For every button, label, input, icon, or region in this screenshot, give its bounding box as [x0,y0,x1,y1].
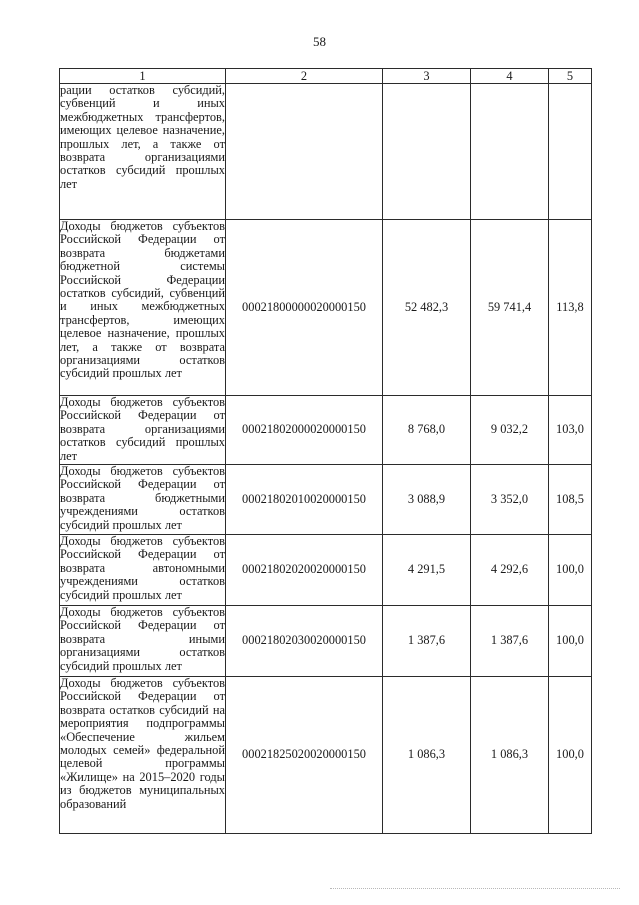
table-row [60,606,592,677]
column-header-2: 2 [226,69,383,84]
row-code: 00021802020020000150 [226,535,383,606]
row-value-4: 4 292,6 [471,535,549,606]
row-description: рации остатков субсидий, субвенций и иных межбюджетных трансфертов, имеющих целевое назначение, прошлых лет, а также от возврата организациями остатков субсидий прошлых лет [60,84,226,220]
row-value-5 [549,84,592,220]
table-row [60,677,592,834]
row-description: Доходы бюджетов субъектов Российской Федерации от возврата организациями остатков субсидий прошлых лет [60,395,225,463]
column-header-5: 5 [549,69,592,84]
row-value-3: 3 088,9 [383,465,471,535]
row-value-5: 108,5 [549,465,592,535]
row-value-3: 52 482,3 [383,220,471,396]
row-value-3: 1 387,6 [383,606,471,677]
row-code [226,84,383,220]
table-row [60,396,592,465]
row-code: 00021802030020000150 [226,606,383,677]
row-value-3 [383,84,471,220]
row-value-3: 8 768,0 [383,396,471,465]
row-code: 00021802010020000150 [226,465,383,535]
row-code: 00021800000020000150 [226,220,383,396]
column-header-3: 3 [383,69,471,84]
budget-revenue-table [59,68,592,834]
row-value-3: 1 086,3 [383,677,471,834]
row-description: Доходы бюджетов субъектов Российской Федерации от возврата бюджетами бюджетной системы Российской Федерации остатков субсидий, субвенций и иных межбюджетных трансфертов, имеющих целевое назначение, прошлых лет, а также от возврата организациями остатков субсидий прошлых лет [60,220,226,396]
row-code: 00021802000020000150 [226,396,383,465]
page-number: 58 [313,34,326,49]
row-description: Доходы бюджетов субъектов Российской Федерации от возврата автономными учреждениями остатков субсидий прошлых лет [60,535,226,606]
row-value-5: 100,0 [549,606,592,677]
row-value-5: 100,0 [549,677,592,834]
row-value-3: 4 291,5 [383,535,471,606]
row-description: Доходы бюджетов субъектов Российской Федерации от возврата иными организациями остатков субсидий прошлых лет [60,606,226,677]
scan-artifact-line [330,888,620,890]
row-value-4 [471,84,549,220]
row-value-5: 113,8 [549,220,592,396]
row-value-5: 103,0 [549,396,592,465]
row-value-4: 1 086,3 [471,677,549,834]
row-value-4: 59 741,4 [471,220,549,396]
column-header-4: 4 [471,69,549,84]
table-header-row [60,69,592,84]
row-description: Доходы бюджетов субъектов Российской Федерации от возврата бюджетными учреждениями остатков субсидий прошлых лет [60,465,226,535]
row-value-5: 100,0 [549,535,592,606]
row-description: Доходы бюджетов субъектов Российской Федерации от возврата остатков субсидий на мероприятия подпрограммы «Обеспечение жильем молодых семей» федеральной целевой программы «Жилище» на 2015–2020 годы из бюджетов муниципальных образований [60,677,226,834]
row-value-4: 1 387,6 [471,606,549,677]
table-row [60,465,592,535]
column-header-1: 1 [60,69,226,84]
table-row [60,535,592,606]
row-code: 00021825020020000150 [226,677,383,834]
table-row [60,220,592,396]
row-value-4: 3 352,0 [471,465,549,535]
table-row [60,84,592,220]
row-value-4: 9 032,2 [471,396,549,465]
